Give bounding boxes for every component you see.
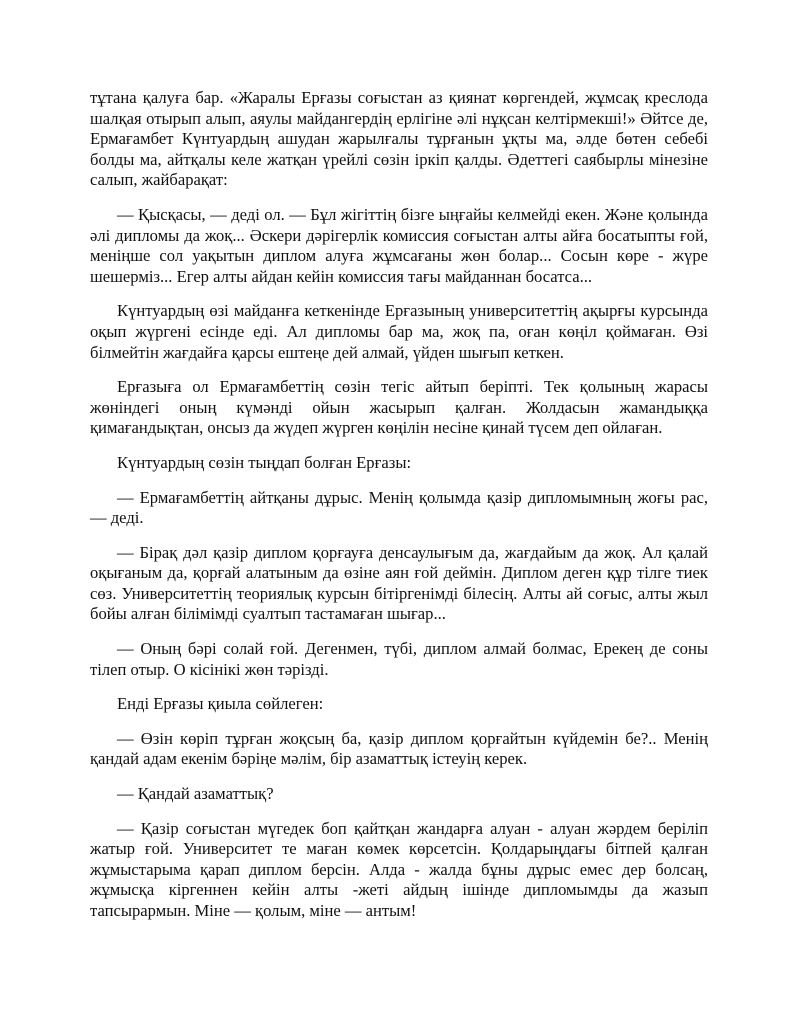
paragraph-9: Енді Ерғазы қиыла сөйлеген: xyxy=(117,694,324,714)
paragraph-3: Күнтуардың өзі майданға кеткенінде Ерғазының университеттің ақырғы курсында оқып жүргені есінде еді. Ал дипломы бар ма, жоқ па, оған көңіл қоймаған. Өзі білмейтін жағдайға қарсы ештеңе дей алмай, үйден шығып кеткен. xyxy=(90,301,708,362)
paragraph-10: — Өзін көріп тұрған жоқсың ба, қазір диплом қорғайтын күйдемін бе?.. Менің қандай адам екенім бәріңе мәлім, бір азаматтық істеуің керек. xyxy=(90,728,708,769)
paragraph-8: — Оның бәрі солай ғой. Дегенмен, түбі, диплом алмай болмас, Ерекең де соны тілеп отыр. О кісінікі жөн тәрізді. xyxy=(90,639,708,679)
paragraph-5: Күнтуардың сөзін тыңдап болған Ерғазы: xyxy=(117,452,412,472)
paragraph-12: — Қазір соғыстан мүгедек боп қайтқан жандарға алуан - алуан жәрдем беріліп жатыр ғой. Университет те маған көмек көрсетсін. Қолдарыңдағы бітпей қалған жұмыстарыма қарап диплом берсін. Алда - жалда бұны дұрыс емес дер болсаң, жұмысқа кіргеннен кейін алты -жеті айдың ішінде дипломымды да жазып тапсырармын. Міне — қолым, міне — антым! xyxy=(90,818,708,920)
document-page xyxy=(90,88,708,936)
paragraph-6: — Ермағамбеттің айтқаны дұрыс. Менің қолымда қазір дипломымның жоғы рас, — деді. xyxy=(90,487,708,528)
paragraph-4: Ерғазыға ол Ермағамбеттің сөзін тегіс айтып беріпті. Тек қолының жарасы жөніндегі оның күмәнді ойын жасырып қалған. Жолдасын жамандыққа қимағандықтан, онсыз да жүдеп жүрген көңілін несіне қинай түсем деп ойлаған. xyxy=(90,377,708,438)
paragraph-7: — Бірақ дәл қазір диплом қорғауға денсаулығым да, жағдайым да жоқ. Ал қалай оқығаным да, қорғай алатыным да өзіне аян ғой деймін. Диплом деген құр тілге тиек сөз. Университеттің теориялық курсын бітіргенімді білесің. Алты ай соғыс, алты жыл бойы алған білімімді суалтып тастамаған шығар... xyxy=(90,542,708,624)
paragraph-2: — Қысқасы, — деді ол. — Бұл жігіттің бізге ыңғайы келмейді екен. Және қолында әлі дипломы да жоқ... Әскери дәрігерлік комиссия соғыстан алты айға босатыпты ғой, меніңше сол уақытын диплом алуға жұмсағаны жөн болар... Сосын көре - жүре шешерміз... Егер алты айдан кейін комиссия тағы майданнан босатса... xyxy=(90,204,708,286)
paragraph-11: — Қандай азаматтық? xyxy=(117,784,274,804)
paragraph-1: тұтана қалуға бар. «Жаралы Ерғазы соғыстан аз қиянат көргендей, жұмсақ креслода шалқая отырып алып, аяулы майдангердің ерлігіне әлі нұқсан келтірмекші!» Әйтсе де, Ермағамбет Күнтуардың ашудан жарылғалы тұрғанын ұқты ма, әлде бөтен себебі болды ма, айтқалы келе жатқан үрейлі сөзін іркіп қалды. Әдеттегі саябырлы мінезіне салып, жайбарақат: xyxy=(90,88,708,190)
